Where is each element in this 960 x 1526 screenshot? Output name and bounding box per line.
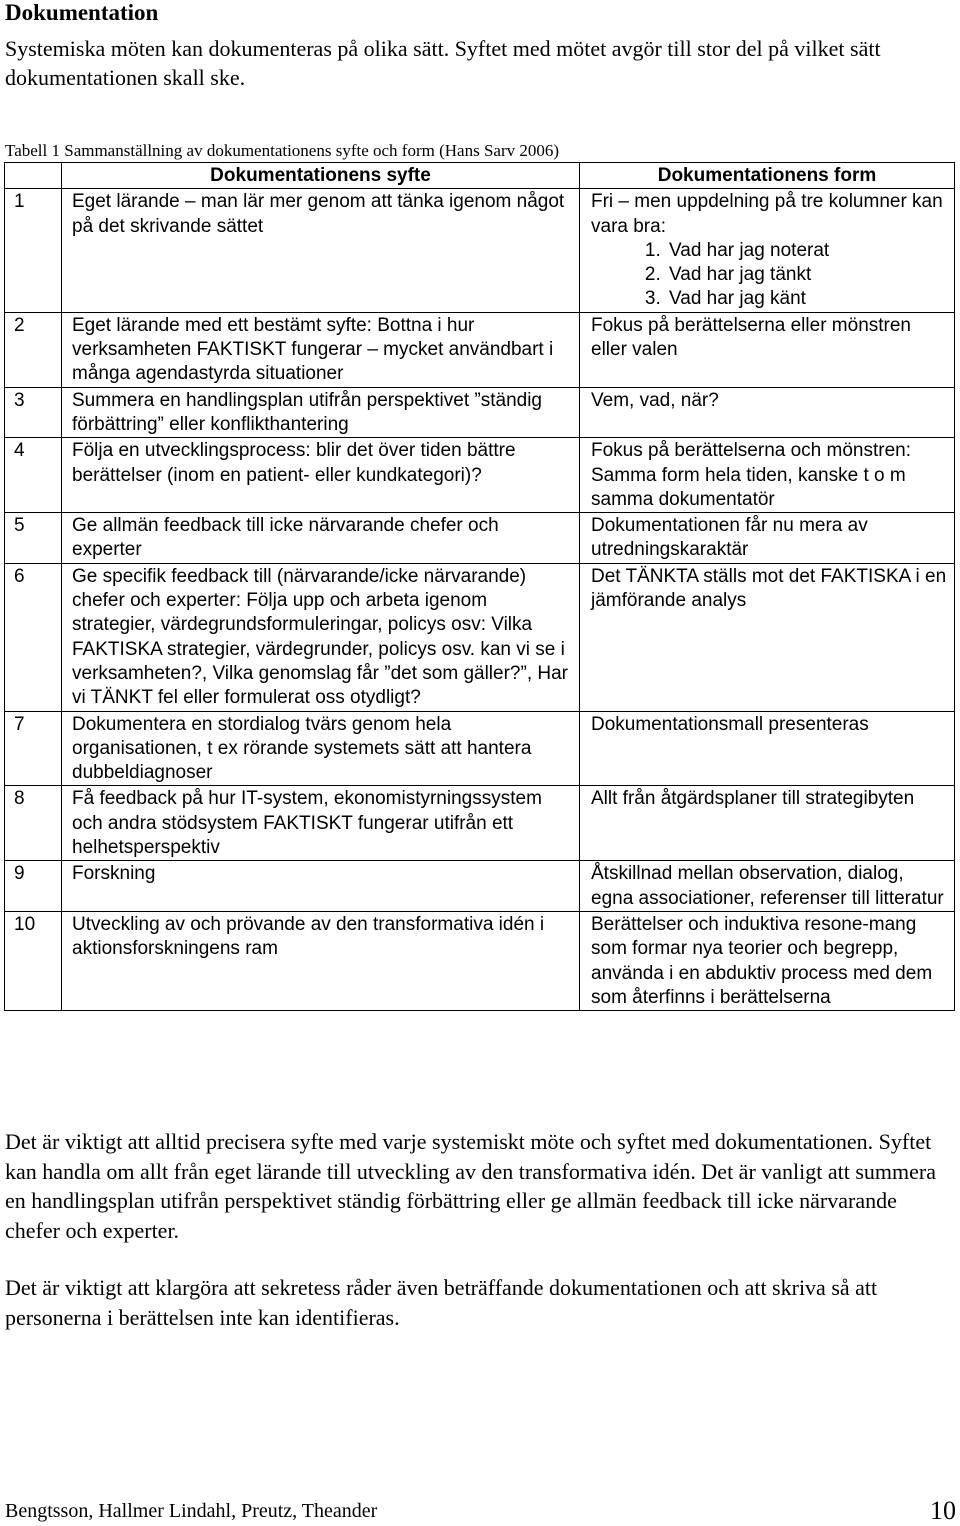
documentation-table — [4, 162, 955, 1011]
row-form: Allt från åtgärdsplaner till strategibyten — [580, 786, 955, 861]
page-heading: Dokumentation — [5, 0, 159, 25]
table-row — [5, 786, 955, 861]
row-number: 2 — [5, 312, 62, 387]
row-syfte: Forskning — [62, 861, 580, 912]
table-row — [5, 387, 955, 438]
footer-authors: Bengtsson, Hallmer Lindahl, Preutz, Theander — [5, 1500, 378, 1522]
row-number: 6 — [5, 563, 62, 711]
table-row — [5, 438, 955, 513]
row-form: Dokumentationsmall presenteras — [580, 711, 955, 786]
row-syfte: Eget lärande med ett bestämt syfte: Bottna i hur verksamheten FAKTISKT fungerar – mycket användbart i många agendastyrda situationer — [62, 312, 580, 387]
table-row — [5, 711, 955, 786]
row-syfte: Följa en utvecklingsprocess: blir det över tiden bättre berättelser (inom en patient- eller kundkategori)? — [62, 438, 580, 513]
intro-paragraph: Systemiska möten kan dokumenteras på olika sätt. Syftet med mötet avgör till stor del på vilket sätt dokumentationen skall ske. — [5, 36, 881, 90]
row-syfte: Utveckling av och prövande av den transformativa idén i aktionsforskningens ram — [62, 911, 580, 1010]
table-row — [5, 911, 955, 1010]
row-form: Dokumentationen får nu mera av utredningskaraktär — [580, 513, 955, 564]
row-number: 7 — [5, 711, 62, 786]
table-row — [5, 861, 955, 912]
row-syfte: Summera en handlingsplan utifrån perspektivet ”ständig förbättring” eller konflikthantering — [62, 387, 580, 438]
row-syfte: Ge specifik feedback till (närvarande/icke närvarande) chefer och experter: Följa upp och arbeta igenom strategier, värdegrundsformuleringar, policys osv: Vilka FAKTISKA strategier, värdegrunder, policys osv. kan vi se i verksamheten?, Vilka genomslag får ”det som gäller?”, Har vi TÄNKT fel eller formulerat oss otydligt? — [62, 563, 580, 711]
body-paragraph-2: Det är viktigt att klargöra att sekretess råder även beträffande dokumentationen och att skriva så att personerna i berättelsen inte kan identifieras. — [5, 1275, 878, 1330]
row-form: Det TÄNKTA ställs mot det FAKTISKA i en jämförande analys — [580, 563, 955, 711]
row-syfte: Eget lärande – man lär mer genom att tänka igenom något på det skrivande sättet — [62, 189, 580, 312]
row-form — [580, 189, 955, 312]
table-row — [5, 312, 955, 387]
page-number: 10 — [930, 1496, 956, 1525]
row-syfte: Ge allmän feedback till icke närvarande chefer och experter — [62, 513, 580, 564]
row-form: Fokus på berättelserna eller mönstren eller valen — [580, 312, 955, 387]
form-list — [591, 239, 950, 312]
row-form: Fokus på berättelserna och mönstren: Samma form hela tiden, kanske t o m samma dokumentatör — [580, 438, 955, 513]
table-caption: Tabell 1 Sammanställning av dokumentationens syfte och form (Hans Sarv 2006) — [5, 141, 560, 160]
list-item: 1. Vad har jag noterat — [666, 239, 950, 263]
header-num — [5, 163, 62, 189]
row-number: 9 — [5, 861, 62, 912]
row-form: Berättelser och induktiva resone-mang som formar nya teorier och begrepp, använda i en abduktiv process med dem som återfinns i berättelserna — [580, 911, 955, 1010]
row-number: 5 — [5, 513, 62, 564]
table-row — [5, 189, 955, 312]
row-form-text: Fri – men uppdelning på tre kolumner kan vara bra: — [591, 191, 943, 237]
row-syfte: Dokumentera en stordialog tvärs genom hela organisationen, t ex rörande systemets sätt att hantera dubbeldiagnoser — [62, 711, 580, 786]
header-syfte: Dokumentationens syfte — [62, 163, 580, 189]
row-number: 3 — [5, 387, 62, 438]
body-paragraph-1: Det är viktigt att alltid precisera syfte med varje systemiskt möte och syftet med dokumentationen. Syftet kan handla om allt från eget lärande till utveckling av den transformativa idén. Det är vanligt att summera en handlingsplan utifrån perspektivet ständig förbättring eller ge allmän feedback till icke närvarande chefer och experter. — [5, 1129, 937, 1243]
list-item: 3. Vad har jag känt — [666, 287, 950, 311]
row-number: 8 — [5, 786, 62, 861]
row-number: 1 — [5, 189, 62, 312]
table-row — [5, 563, 955, 711]
row-form: Åtskillnad mellan observation, dialog, egna associationer, referenser till litteratur — [580, 861, 955, 912]
header-form: Dokumentationens form — [580, 163, 955, 189]
table-row — [5, 513, 955, 564]
table-header-row — [5, 163, 955, 189]
row-form: Vem, vad, när? — [580, 387, 955, 438]
row-number: 10 — [5, 911, 62, 1010]
list-item: 2. Vad har jag tänkt — [666, 263, 950, 287]
row-syfte: Få feedback på hur IT-system, ekonomistyrningssystem och andra stödsystem FAKTISKT fungerar utifrån ett helhetsperspektiv — [62, 786, 580, 861]
row-number: 4 — [5, 438, 62, 513]
